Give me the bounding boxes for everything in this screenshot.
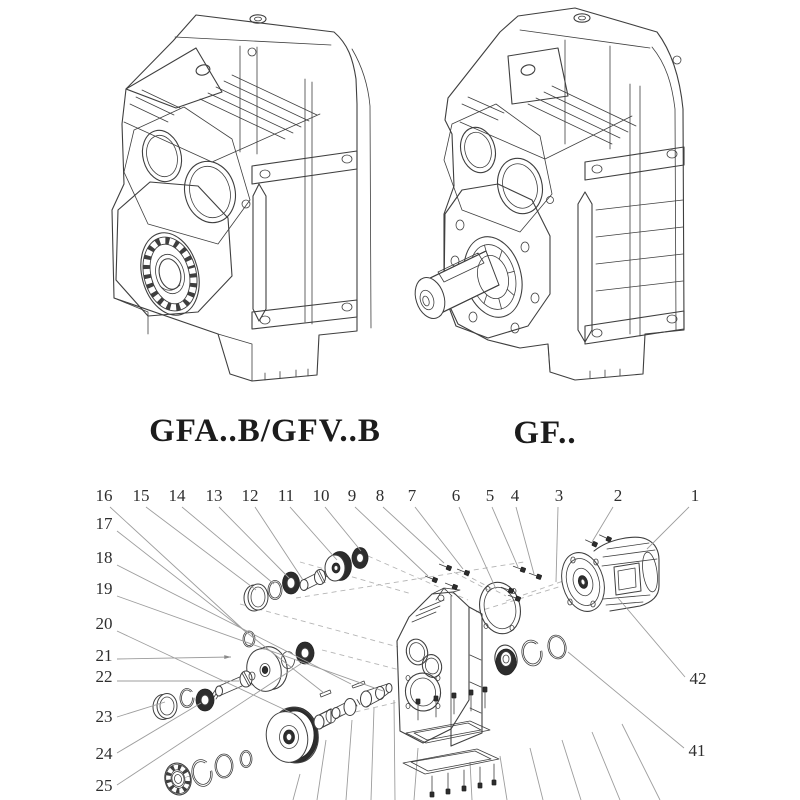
- leader-line-41: [568, 652, 684, 748]
- part-number-20: 20: [95, 614, 113, 633]
- gfab-side-rib: [253, 79, 312, 324]
- gfab-cooling-fins: [124, 75, 320, 162]
- leader-line-7: [415, 507, 463, 569]
- retaining-ring: [546, 633, 569, 660]
- gfab-hollow-shaft-bearing: [132, 226, 208, 322]
- leader-line-4: [516, 507, 534, 574]
- part-number-17: 17: [95, 514, 113, 533]
- gfab-bore-boss: [124, 107, 250, 244]
- leader-line-6: [459, 507, 496, 589]
- gf-output-flange-face: [444, 184, 550, 338]
- gf-output-shaft: [410, 251, 513, 322]
- bearing-cap: [153, 694, 177, 720]
- output-stepped-shaft: [332, 684, 392, 719]
- gf-mounting-lug: [508, 48, 568, 104]
- model-label-gfab-gfvb: GFA..B/GFV..B: [149, 413, 381, 449]
- gfab-housing-outline: [112, 15, 371, 381]
- leader-line-1: [647, 507, 689, 549]
- seal-ring: [268, 581, 282, 600]
- part-number-4: 4: [510, 486, 520, 505]
- gf-lifting-eye: [574, 14, 590, 22]
- gearbox-housing: [397, 588, 482, 746]
- part-number-12: 12: [241, 486, 259, 505]
- part-number-24: 24: [95, 744, 113, 763]
- intermediate-gear: [243, 643, 291, 694]
- gf-center-column: [565, 40, 681, 149]
- intermediate-bearing-left: [196, 689, 214, 711]
- output-gear: [262, 703, 324, 767]
- gf-housing-outline: [444, 8, 684, 380]
- intermediate-shaft-assembly: [153, 631, 314, 720]
- exploded-callouts: [96, 486, 707, 795]
- part-number-41: 41: [688, 741, 706, 760]
- input-bearing-right: [352, 548, 368, 569]
- leader-line-16: [110, 507, 247, 633]
- leader-line-12: [255, 507, 303, 580]
- part-number-21: 21: [95, 646, 113, 665]
- gearbox-drawing-gf: [400, 4, 700, 404]
- part-number-9: 9: [347, 486, 357, 505]
- gearbox-drawing-gfab-gfvb: [100, 4, 400, 404]
- leader-line-5: [492, 507, 518, 567]
- model-label-gf: GF..: [513, 415, 577, 451]
- leader-line-15: [146, 507, 256, 590]
- leader-line-10: [325, 507, 361, 551]
- gfab-lifting-eye: [250, 15, 266, 23]
- snap-ring-41: [520, 638, 545, 668]
- part-number-1: 1: [690, 486, 700, 505]
- part-number-2: 2: [613, 486, 623, 505]
- leader-arrow-21: [224, 655, 231, 659]
- gf-bore-boss: [444, 104, 554, 232]
- gf-mounting-bars: [585, 147, 684, 344]
- motor-assembly: [555, 537, 660, 616]
- leader-line-2: [592, 507, 613, 542]
- output-ring: [215, 754, 233, 778]
- part-number-6: 6: [451, 486, 461, 505]
- part-number-14: 14: [168, 486, 186, 505]
- input-gear: [325, 552, 352, 582]
- snap-ring: [180, 689, 194, 708]
- intermediate-pinion-shaft: [212, 671, 255, 699]
- part-number-3: 3: [554, 486, 564, 505]
- exploded-parts-diagram: [0, 460, 800, 800]
- gf-cooling-fins: [460, 86, 636, 159]
- part-number-25: 25: [95, 776, 113, 795]
- part-number-11: 11: [277, 486, 295, 505]
- part-number-7: 7: [407, 486, 417, 505]
- leader-line-42: [618, 598, 685, 677]
- part-number-16: 16: [95, 486, 113, 505]
- part-number-42: 42: [689, 669, 707, 688]
- part-number-23: 23: [95, 707, 113, 726]
- gfab-front-face-octagon: [116, 182, 232, 316]
- ball-bearing: [162, 761, 194, 798]
- leader-line-8: [383, 507, 444, 563]
- input-pinion-shaft: [300, 570, 330, 591]
- part-number-13: 13: [205, 486, 223, 505]
- output-bearing-42: [493, 643, 520, 675]
- gfab-mounting-bars: [252, 151, 357, 329]
- gf-side-rib: [578, 84, 683, 342]
- part-number-15: 15: [132, 486, 150, 505]
- part-number-19: 19: [95, 579, 113, 598]
- input-bearing-left: [283, 572, 300, 594]
- leader-line-14: [182, 507, 274, 584]
- part-number-22: 22: [95, 667, 113, 686]
- input-shaft-assembly: [244, 548, 368, 612]
- part-number-10: 10: [312, 486, 330, 505]
- leader-line-3: [556, 507, 558, 582]
- part-number-8: 8: [375, 486, 385, 505]
- part-number-18: 18: [95, 548, 113, 567]
- gfab-center-column: [240, 46, 257, 154]
- leader-line-11: [290, 507, 337, 560]
- part-number-5: 5: [485, 486, 495, 505]
